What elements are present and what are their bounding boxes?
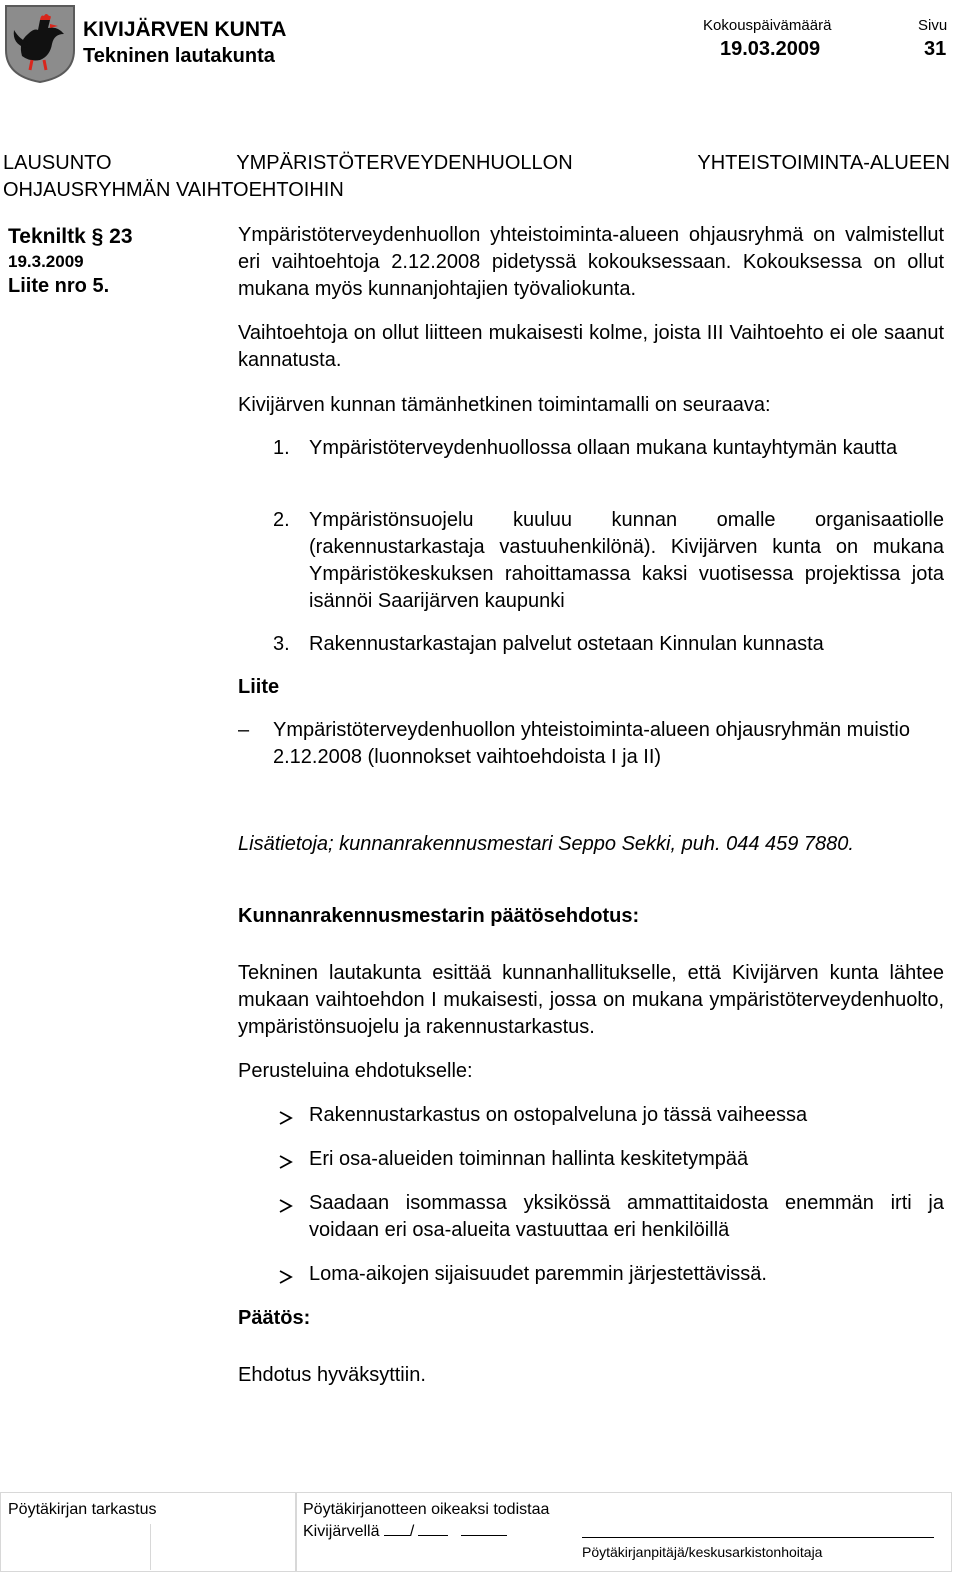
title-line-2: OHJAUSRYHMÄN VAIHTOEHTOIHIN [3,179,344,201]
arrow-bullet-icon [278,1196,296,1216]
date-slash: / [409,1523,415,1540]
grounds-item-4: Loma-aikojen sijaisuudet paremmin järjestettävissä. [309,1263,767,1285]
section-number: 23 [109,225,133,248]
title-word-2: YMPÄRISTÖTERVEYDENHUOLLON [236,152,573,174]
paragraph-2: Vaihtoehtoja on ollut liitteen mukaisesti kolme, joista III Vaihtoehto ei ole saanut kannatusta. [238,322,944,371]
place-name: Kivijärvellä [303,1523,380,1540]
numbered-item-3-text: Rakennustarkastajan palvelut ostetaan Kinnulan kunnasta [309,633,824,655]
attachment-dash: – [238,719,250,741]
certified-place [303,1521,507,1542]
organization-name: KIVIJÄRVEN KUNTA [83,18,287,41]
page-label: Sivu [918,17,948,34]
attachment-heading: Liite [238,676,280,698]
grounds-heading: Perusteluina ehdotukselle: [238,1060,473,1082]
date-blank-1 [384,1521,410,1536]
more-info: Lisätietoja; kunnanrakennusmestari Seppo Sekki, puh. 044 459 7880. [238,833,854,855]
arrow-bullet-icon [278,1267,296,1287]
paragraph-1: Ympäristöterveydenhuollon yhteistoiminta-alueen ohjausryhmä on valmistellut eri vaihtoehtoja 2.12.2008 pidetyssä kokouksessaan. Kokouksessa on ollut mukana myös kunnanjohtajien työvaliokunta. [238,224,944,300]
numbered-item-2-text: Ympäristönsuojelu kuuluu kunnan omalle organisaatiolle (rakennustarkastaja vastuuhenkilönä). Kivijärven kunta on mukana Ympäristökeskuksen rahoittamassa kaksi vuotisessa projektissa jota isännöi Saarijärven kaupunki [309,509,944,612]
title-word-3: YHTEISTOIMINTA-ALUEEN [697,152,950,174]
review-label: Pöytäkirjan tarkastus [8,1501,157,1518]
proposal-text: Tekninen lautakunta esittää kunnanhallitukselle, että Kivijärven kunta lähtee mukaan vaihtoehdon I mukaisesti, jossa on mukana ympäristöterveydenhuolto, ympäristönsuojelu ja rakennustarkastus. [238,962,944,1038]
title-word-1: LAUSUNTO [3,152,112,174]
attachment-item: Ympäristöterveydenhuollon yhteistoiminta-alueen ohjausryhmän muistio 2.12.2008 (luonnokset vaihtoehdoista I ja II) [273,719,911,768]
municipal-coat-of-arms [4,4,76,84]
numbered-item-1-num: 1. [273,437,290,459]
meeting-date-label: Kokouspäivämäärä [703,17,832,34]
signer-title: Pöytäkirjanpitäjä/keskusarkistonhoitaja [582,1544,823,1560]
numbered-item-2-num: 2. [273,509,290,531]
proposal-heading: Kunnanrakennusmestarin päätösehdotus: [238,905,640,927]
signature-line [582,1537,934,1538]
arrow-bullet-icon [278,1152,296,1172]
document-title [3,150,950,204]
meeting-date: 19.03.2009 [720,38,821,60]
decision-text: Ehdotus hyväksyttiin. [238,1364,426,1386]
certified-label: Pöytäkirjanotteen oikeaksi todistaa [303,1501,550,1518]
grounds-item-1: Rakennustarkastus on ostopalveluna jo tässä vaiheessa [309,1104,808,1126]
grounds-item-2: Eri osa-alueiden toiminnan hallinta keskitetympää [309,1148,749,1170]
page-number: 31 [924,38,947,60]
margin-attachment: Liite nro 5. [8,275,110,297]
section-reference [8,223,133,250]
date-blank-2 [418,1521,448,1536]
section-sign: § [91,225,104,248]
decision-heading: Päätös: [238,1307,311,1329]
grounds-item-3: Saadaan isommassa yksikössä ammattitaidosta enemmän irti ja voidaan eri osa-alueita vastuuttaa eri henkilöillä [309,1192,944,1241]
paragraph-3: Kivijärven kunnan tämänhetkinen toimintamalli on seuraava: [238,394,771,416]
section-prefix: Tekniltk [8,225,86,248]
date-blank-3 [461,1521,507,1536]
footer-signature-box [150,1524,296,1570]
margin-date: 19.3.2009 [8,252,84,271]
numbered-item-3-num: 3. [273,633,290,655]
arrow-bullet-icon [278,1108,296,1128]
numbered-item-1-text: Ympäristöterveydenhuollossa ollaan mukana kuntayhtymän kautta [309,437,898,459]
board-name: Tekninen lautakunta [83,45,275,67]
